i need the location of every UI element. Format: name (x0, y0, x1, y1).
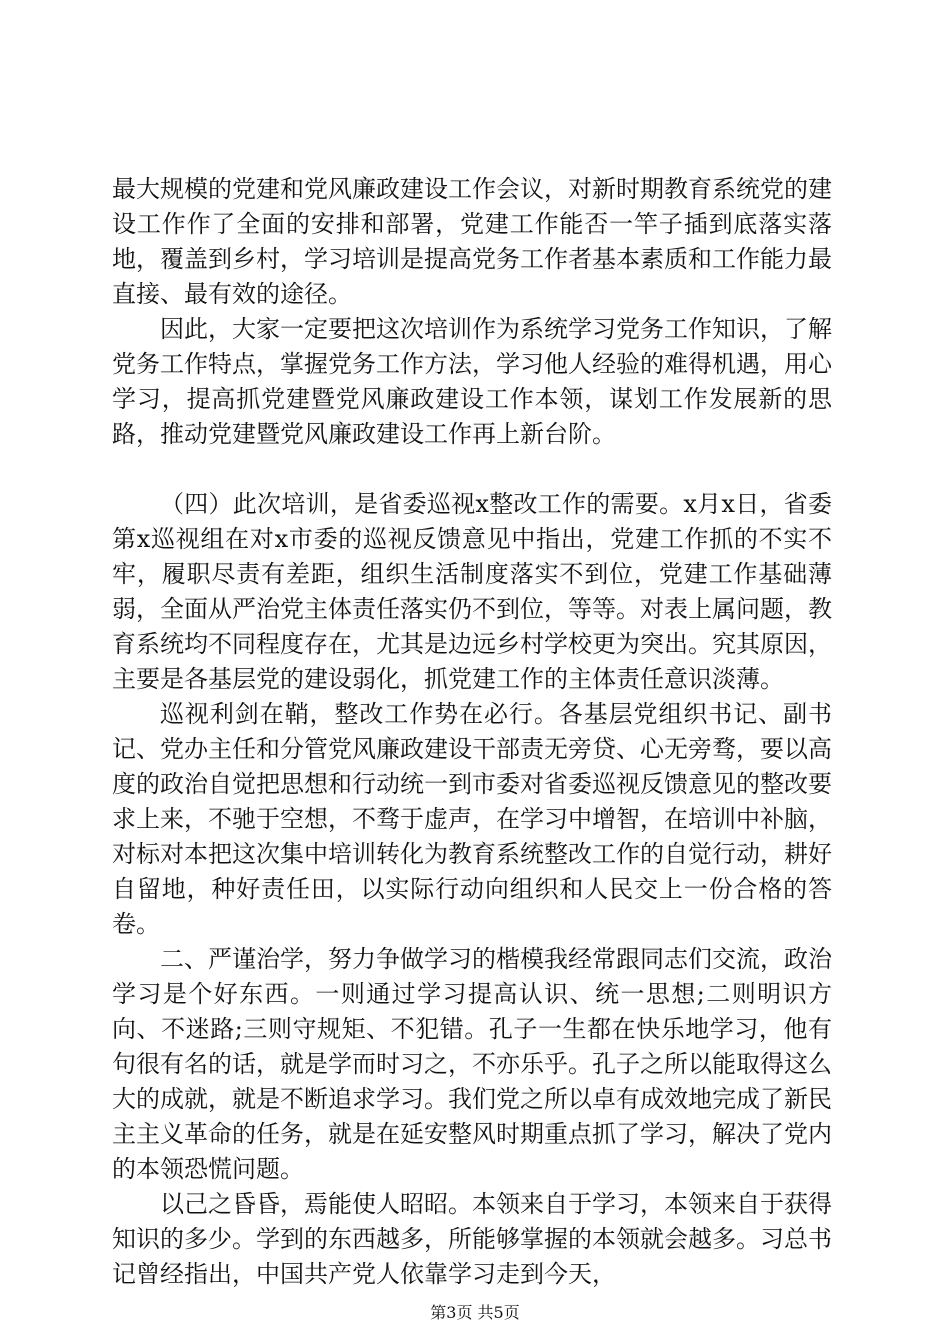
page-number-footer: 第3页 共5页 (430, 1303, 520, 1322)
paragraph: 二、严谨治学，努力争做学习的楷模我经常跟同志们交流，政治学习是个好东西。一则通过学习提高认识、统一思想;二则明识方向、不迷路;三则守规矩、不犯错。孔子一生都在快乐地学习，他有句很有名的话，就是学而时习之，不亦乐乎。孔子之所以能取得这么大的成就，就是不断追求学习。我们党之所以卓有成效地完成了新民主主义革命的任务，就是在延安整风时期重点抓了学习，解决了党内的本领恐慌问题。 (112, 945, 832, 1183)
paragraph: 巡视利剑在鞘，整改工作势在必行。各基层党组织书记、副书记、党办主任和分管党风廉政建设干部责无旁贷、心无旁骛，要以高度的政治自觉把思想和行动统一到市委对省委巡视反馈意见的整改要求上来，不驰于空想，不骛于虚声，在学习中增智，在培训中补脑，对标对本把这次集中培训转化为教育系统整改工作的自觉行动，耕好自留地，种好责任田，以实际行动向组织和人民交上一份合格的答卷。 (112, 700, 832, 938)
paragraph: （四）此次培训，是省委巡视x整改工作的需要。x月x日，省委第x巡视组在对x市委的巡视反馈意见中指出，党建工作抓的不实不牢，履职尽责有差距，组织生活制度落实不到位，党建工作基础薄弱，全面从严治党主体责任落实仍不到位，等等。对表上属问题，教育系统均不同程度存在，尤其是边远乡村学校更为突出。究其原因，主要是各基层党的建设弱化，抓党建工作的主体责任意识淡薄。 (112, 490, 832, 693)
paragraph: 因此，大家一定要把这次培训作为系统学习党务工作知识，了解党务工作特点，掌握党务工作方法，学习他人经验的难得机遇，用心学习，提高抓党建暨党风廉政建设工作本领，谋划工作发展新的思路，推动党建暨党风廉政建设工作再上新台阶。 (112, 315, 832, 448)
paragraph: 以己之昏昏，焉能使人昭昭。本领来自于学习，本领来自于获得知识的多少。学到的东西越多，所能够掌握的本领就会越多。习总书记曾经指出，中国共产党人依靠学习走到今天， (112, 1190, 832, 1288)
document-body (112, 172, 832, 1292)
paragraph: 最大规模的党建和党风廉政建设工作会议，对新时期教育系统党的建设工作作了全面的安排和部署，党建工作能否一竿子插到底落实落地，覆盖到乡村，学习培训是提高党务工作者基本素质和工作能力最直接、最有效的途径。 (112, 175, 832, 308)
